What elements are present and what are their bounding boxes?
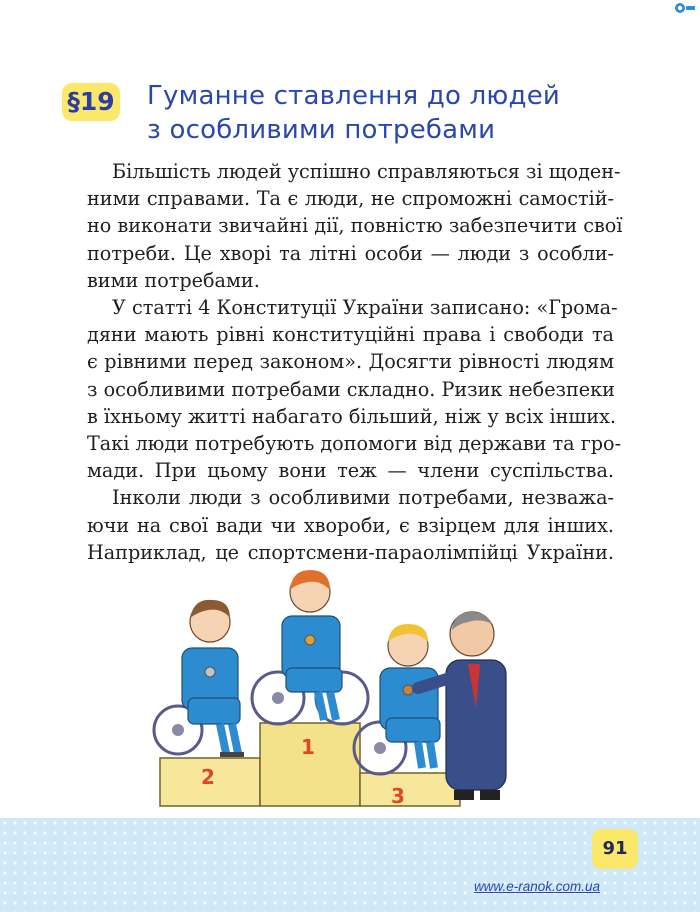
title-line-1: Гуманне ставлення до людей (147, 81, 560, 111)
text-line: У статті 4 Конституції України записано: «Грома- (112, 296, 618, 320)
page-number: 91 (592, 829, 638, 869)
text-line: Такі люди потребують допомоги від держави та гро- (87, 432, 622, 456)
section-badge: §19 (62, 83, 120, 121)
paralympic-podium-illustration (150, 568, 530, 813)
text-line: в їхньому житті набагато більший, ніж у всіх інших. (87, 404, 616, 428)
text-line: но виконати звичайні дії, повністю забезпечити свої (87, 214, 623, 238)
podium-place-3: 3 (391, 784, 405, 808)
title-line-2: з особливими потребами (147, 115, 496, 145)
page-title (147, 79, 560, 147)
text-line: потреби. Це хворі та літні особи — люди з особли- (87, 241, 614, 265)
text-line: мади. При цьому вони теж — члени суспільства. (87, 459, 614, 483)
podium-place-2: 2 (201, 765, 215, 789)
text-line: з особливими потребами складно. Ризик небезпеки (87, 377, 615, 401)
athlete-first-place (252, 570, 368, 724)
text-line: ними справами. Та є люди, не спроможні самостій- (87, 187, 614, 211)
text-line: ючи на свої вади чи хвороби, є взірцем для інших. (87, 513, 614, 537)
publisher-logo-icon (674, 2, 696, 14)
body-text (87, 158, 623, 566)
website-link[interactable]: www.e-ranok.com.ua (473, 879, 600, 894)
text-line: Більшість людей успішно справляються зі щоден- (112, 160, 621, 183)
podium-place-1: 1 (301, 735, 315, 759)
text-line: дяни мають рівні конституційні права і свободи та (87, 323, 614, 347)
text-line: вими потребами. (87, 268, 260, 292)
text-line: Наприклад, це спортсмени-параолімпійці України. (87, 540, 614, 564)
podium-scene (150, 568, 530, 813)
text-line: є рівними перед законом». Досягти рівності людям (87, 350, 614, 374)
athlete-second-place (154, 600, 244, 757)
text-line: Інколи люди з особливими потребами, незважа- (112, 486, 614, 510)
